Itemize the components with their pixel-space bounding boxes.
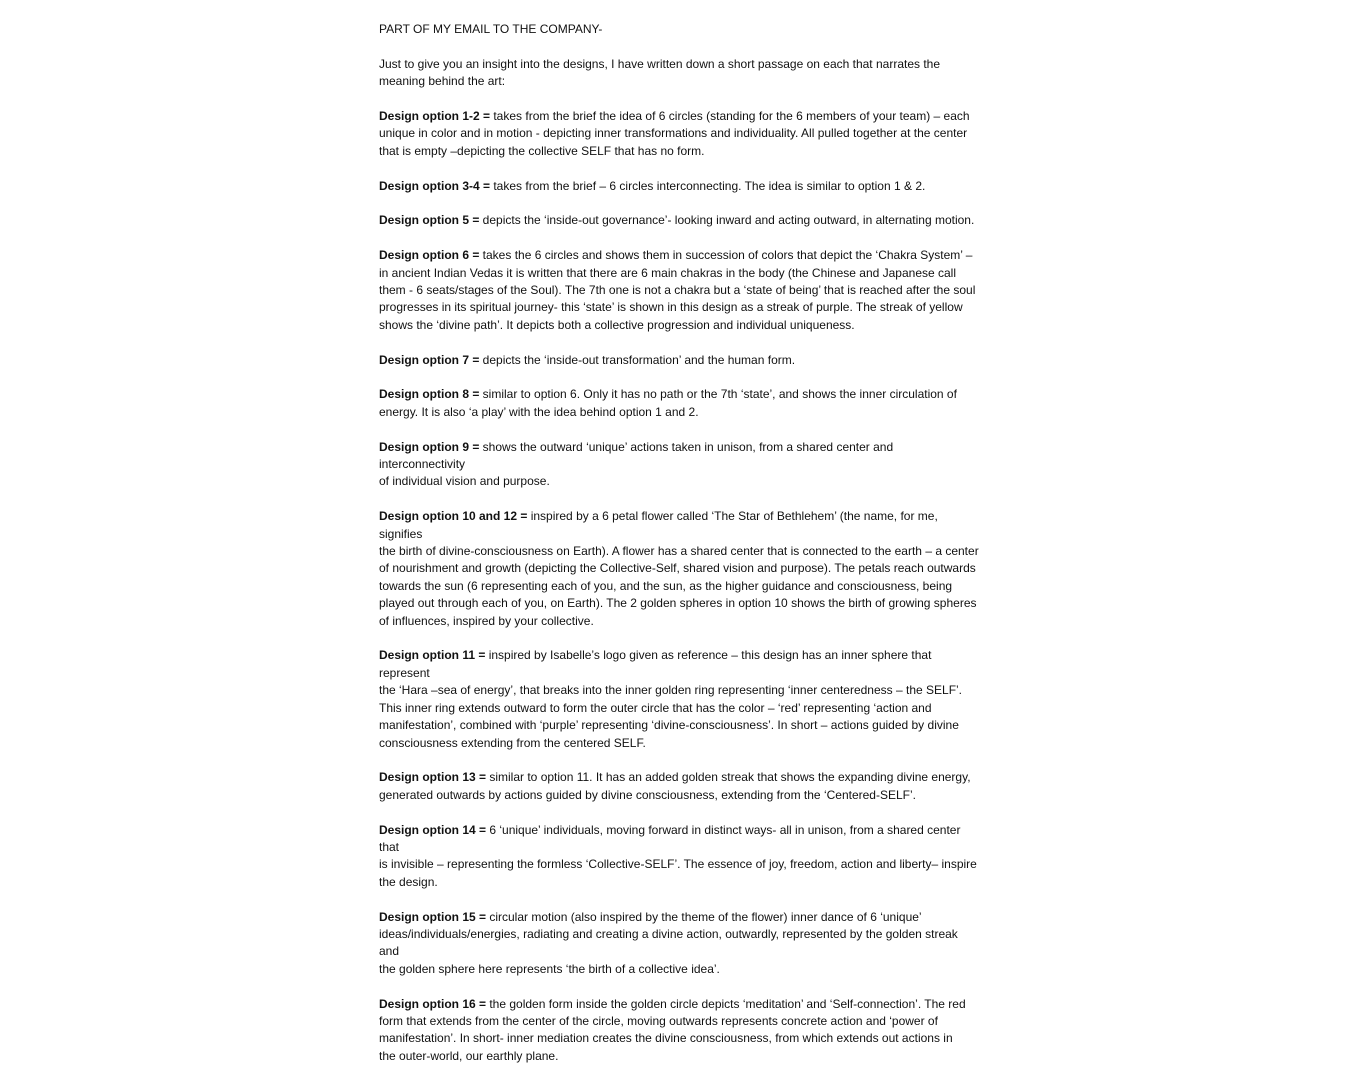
design-option-label: Design option 10 and 12 =: [379, 509, 528, 524]
design-option-label: Design option 13 =: [379, 770, 487, 785]
design-option-label: Design option 5 =: [379, 213, 480, 228]
design-option-text: similar to option 11. It has an added golden streak that shows the expanding divine energy, generated outwards by actions guided by divine consciousness, extending from the ‘Centered-SELF’.: [379, 770, 971, 802]
intro-paragraph: Just to give you an insight into the designs, I have written down a short passage on each that narrates the meaning behind the art:: [379, 56, 941, 89]
design-option-label: Design option 8 =: [379, 387, 480, 402]
design-option-15: [379, 909, 979, 979]
design-option-text: shows the outward ‘unique’ actions taken in unison, from a shared center and interconnectivity of individual vision and purpose.: [379, 439, 894, 489]
design-option-7: [379, 352, 979, 369]
design-option-label: Design option 6 =: [379, 248, 480, 263]
design-option-6: [379, 247, 979, 334]
email-heading: PART OF MY EMAIL TO THE COMPANY-: [379, 22, 603, 36]
design-option-1-2: [379, 108, 979, 160]
design-option-text: takes the 6 circles and shows them in succession of colors that depict the ‘Chakra System’ – in ancient Indian Vedas it is written that there are 6 main chakras in the body (the Chinese and Japanese call them - 6 seats/stages of the Soul). The 7th one is not a chakra but a ‘state of being’ that is reached after the soul progresses in its spiritual journey- this ‘state’ is shown in this design as a streak of purple. The streak of yellow shows the ‘divine path’. It depicts both a collective progression and individual uniqueness.: [379, 248, 976, 332]
design-option-3-4: [379, 178, 979, 195]
design-option-text: depicts the ‘inside-out transformation’ and the human form.: [479, 352, 796, 367]
design-option-text: 6 ‘unique’ individuals, moving forward in distinct ways- all in unison, from a shared center that is invisible – representing the formless ‘Collective-SELF’. The essence of joy, freedom, action and liberty– inspire the design.: [379, 822, 977, 889]
design-option-text: inspired by Isabelle’s logo given as reference – this design has an inner sphere that represent the ‘Hara –sea of energy’, that breaks into the inner golden ring representing ‘inner centeredness – the SELF’. This inner ring extends outward to form the outer circle that has the color – ‘red’ representing ‘action and manifestation’, combined with ‘purple’ representing ‘divine-consciousness’. In short – actions guided by divine consciousness extending from the centered SELF.: [379, 648, 963, 750]
design-option-text: inspired by a 6 petal flower called ‘The Star of Bethlehem’ (the name, for me, signifies the birth of divine-consciousness on Earth). A flower has a shared center that is connected to the earth – a center of nourishment and growth (depicting the Collective-Self, shared vision and purpose). The petals reach outwards towards the sun (6 representing each of you, and the sun, as the higher guidance and consciousness, being played out through each of you, on Earth). The 2 golden spheres in option 10 shows the birth of growing spheres of influences, inspired by your collective.: [379, 509, 979, 628]
design-option-16: [379, 996, 979, 1066]
design-option-label: Design option 11 =: [379, 648, 486, 663]
design-option-text: the golden form inside the golden circle depicts ‘meditation’ and ‘Self-connection’. The red form that extends from the center of the circle, moving outwards represents concrete action and ‘power of manifestation’. In short- inner mediation creates the divine consciousness, from which extends out actions in the outer-world, our earthly plane.: [379, 996, 966, 1063]
email-document: [379, 21, 979, 1083]
design-option-13: [379, 769, 979, 804]
design-option-label: Design option 14 =: [379, 822, 487, 837]
design-option-8: [379, 386, 979, 421]
design-option-label: Design option 9 =: [379, 439, 480, 454]
design-option-text: takes from the brief – 6 circles interconnecting. The idea is similar to option 1 & 2.: [490, 178, 926, 193]
design-option-label: Design option 1-2 =: [379, 109, 491, 123]
design-option-text: depicts the ‘inside-out governance’- looking inward and acting outward, in alternating motion.: [479, 213, 975, 228]
design-option-10-12: [379, 508, 979, 630]
design-option-9: [379, 439, 979, 491]
design-option-14: [379, 822, 979, 892]
design-option-label: Design option 15 =: [379, 909, 487, 924]
design-option-text: circular motion (also inspired by the theme of the flower) inner dance of 6 ‘unique’ ideas/individuals/energies, radiating and creating a divine action, outwardly, represented by the golden streak and the golden sphere here represents ‘the birth of a collective idea’.: [379, 909, 958, 976]
design-option-text: takes from the brief the idea of 6 circles (standing for the 6 members of your team) – each unique in color and in motion - depicting inner transformations and individuality. All pulled together at the center that is empty –depicting the collective SELF that has no form.: [379, 109, 970, 158]
design-option-text: similar to option 6. Only it has no path or the 7th ‘state’, and shows the inner circulation of energy. It is also ‘a play’ with the idea behind option 1 and 2.: [379, 387, 957, 419]
design-option-5: [379, 212, 979, 229]
design-option-label: Design option 16 =: [379, 996, 487, 1011]
design-option-label: Design option 7 =: [379, 352, 480, 367]
design-option-label: Design option 3-4 =: [379, 178, 491, 193]
design-option-11: [379, 647, 979, 751]
